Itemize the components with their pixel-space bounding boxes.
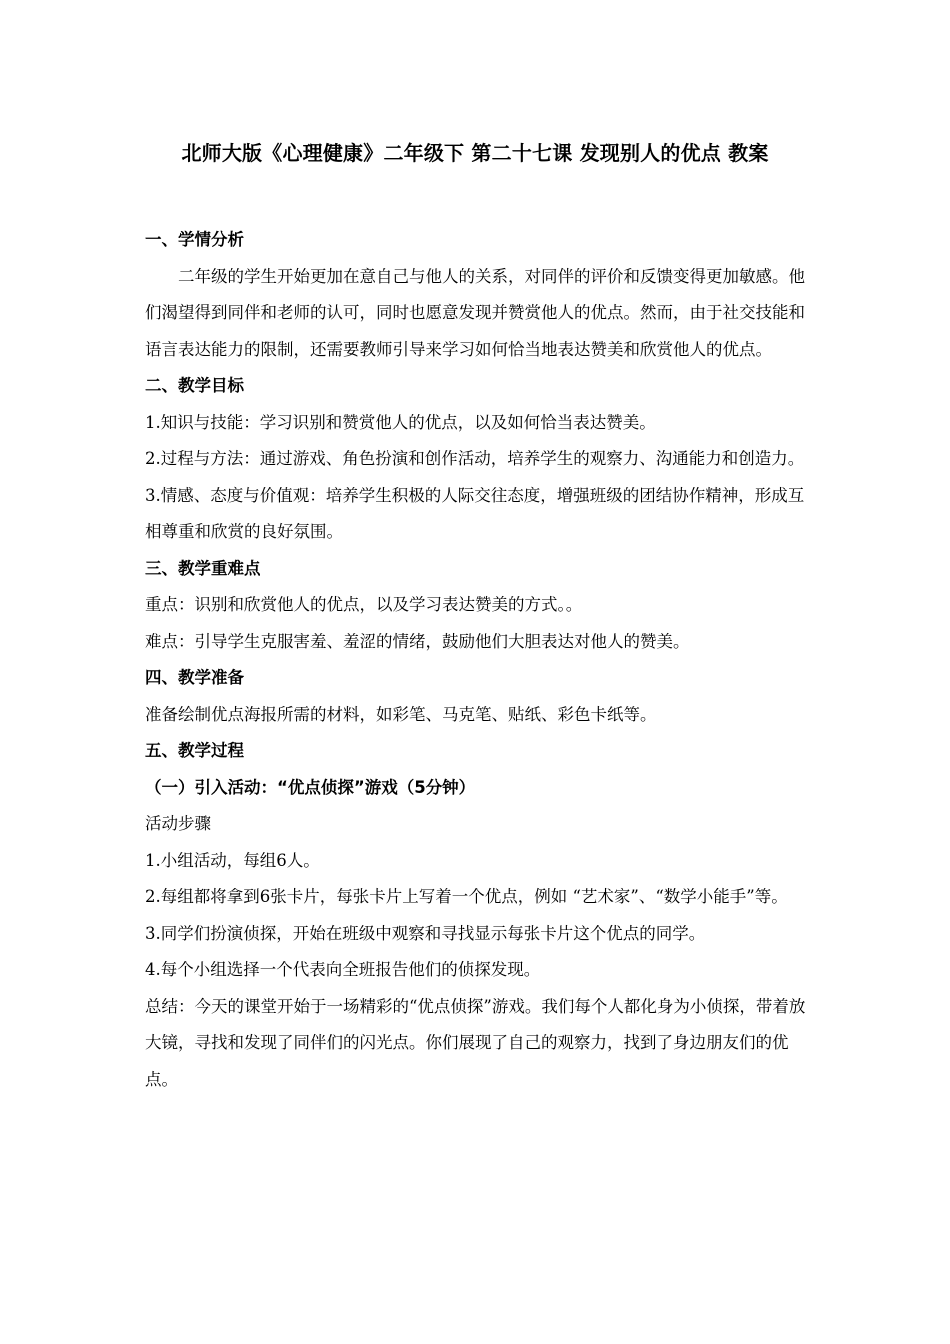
section-heading-objectives: 二、教学目标: [145, 376, 244, 395]
section-heading-preparation: 四、教学准备: [145, 668, 244, 687]
section-heading-key-points: 三、教学重难点: [145, 558, 261, 578]
section-heading-analysis: 一、学情分析: [145, 230, 244, 249]
analysis-paragraph: 二年级的学生开始更加在意自己与他人的关系，对同伴的评价和反馈变得更加敏感。他们渴望得到同伴和老师的认可，同时也愿意发现并赞赏他人的优点。然而，由于社交技能和语言表达能力的限制，还需要教师引导来学习如何恰当地表达赞美和欣赏他人的优点。: [145, 266, 805, 359]
objective-item-1: 1.知识与技能：学习识别和赞赏他人的优点，以及如何恰当表达赞美。: [145, 412, 656, 432]
section-heading-process: 五、教学过程: [145, 741, 244, 760]
preparation-paragraph: 准备绘制优点海报所需的材料，如彩笔、马克笔、贴纸、彩色卡纸等。: [145, 704, 657, 724]
step-item-2: 2.每组都将拿到6张卡片，每张卡片上写着一个优点，例如 “艺术家”、“数学小能手”等。: [145, 887, 788, 906]
objective-item-3: 3.情感、态度与价值观：培养学生积极的人际交往态度，增强班级的团结协作精神，形成互相尊重和欣赏的良好氛围。: [145, 485, 805, 541]
document-body: [145, 222, 807, 1098]
step-item-3: 3.同学们扮演侦探，开始在班级中观察和寻找显示每张卡片这个优点的同学。: [145, 923, 706, 943]
document-title: 北师大版《心理健康》二年级下 第二十七课 发现别人的优点 教案: [181, 141, 769, 165]
steps-label: 活动步骤: [145, 814, 211, 833]
key-point-text: 重点：识别和欣赏他人的优点，以及学习表达赞美的方式。。: [145, 595, 583, 614]
difficulty-text: 难点：引导学生克服害羞、羞涩的情绪，鼓励他们大胆表达对他人的赞美。: [145, 631, 690, 651]
subsection-heading-intro-activity: （一）引入活动：“优点侦探”游戏（5分钟）: [145, 777, 476, 797]
step-item-1: 1.小组活动，每组6人。: [145, 850, 320, 870]
objective-item-2: 2.过程与方法：通过游戏、角色扮演和创作活动，培养学生的观察力、沟通能力和创造力。: [145, 449, 805, 468]
step-item-4: 4.每个小组选择一个代表向全班报告他们的侦探发现。: [145, 960, 541, 979]
summary-paragraph: 总结：今天的课堂开始于一场精彩的“优点侦探”游戏。我们每个人都化身为小侦探，带着放大镜，寻找和发现了同伴们的闪光点。你们展现了自己的观察力，找到了身边朋友们的优点。: [145, 996, 806, 1089]
